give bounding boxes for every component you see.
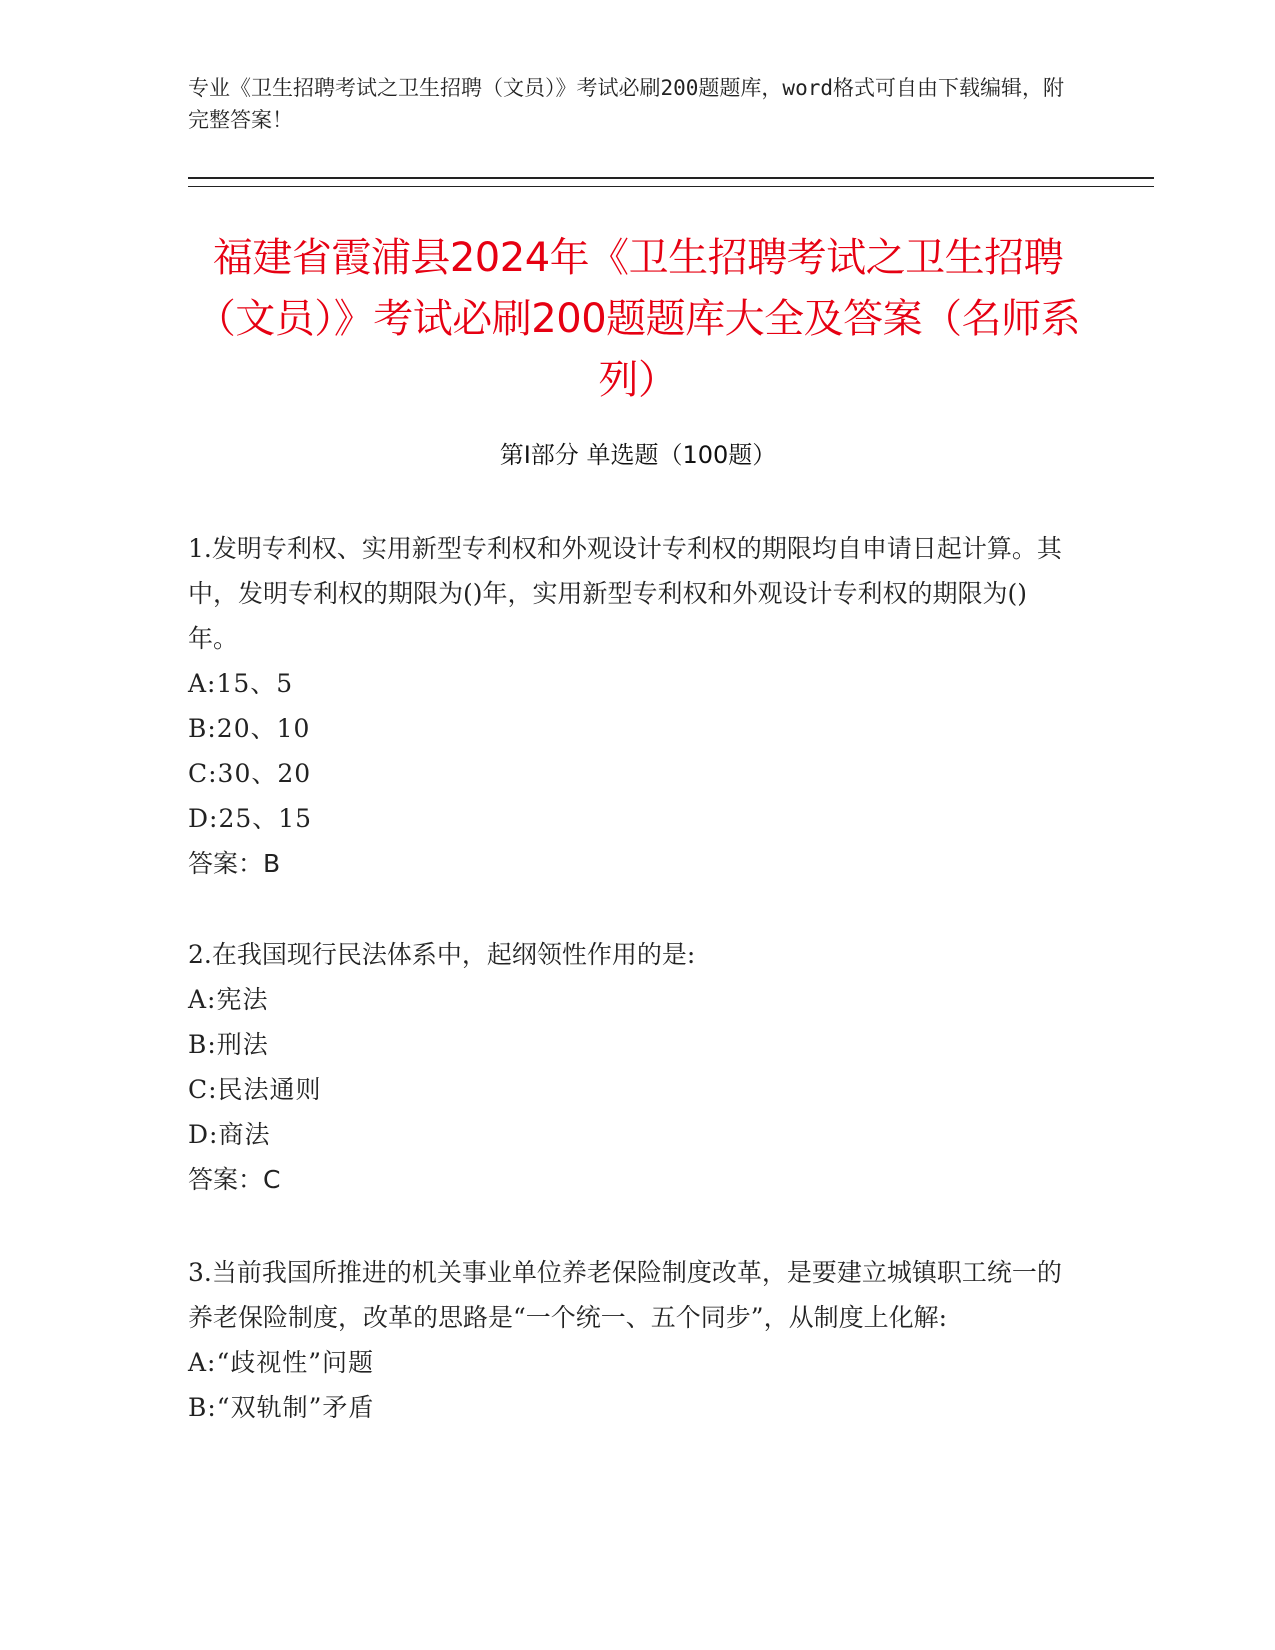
option-b: B:刑法 xyxy=(188,1030,269,1059)
option-d: D:商法 xyxy=(188,1120,271,1149)
question-2 xyxy=(188,932,1068,1202)
option-a: A:15、5 xyxy=(188,669,294,698)
option-b: B:20、10 xyxy=(188,714,311,743)
option-c: C:30、20 xyxy=(188,759,312,788)
section-heading: 第Ⅰ部分 单选题（100题） xyxy=(499,441,777,469)
question-1 xyxy=(188,526,1068,886)
question-stem: 2.在我国现行民法体系中，起纲领性作用的是: xyxy=(188,940,696,969)
option-a: A:“歧视性”问题 xyxy=(188,1348,375,1377)
question-3 xyxy=(188,1250,1068,1430)
question-stem: 1.发明专利权、实用新型专利权和外观设计专利权的期限均自申请日起计算。其中，发明专利权的期限为()年，实用新型专利权和外观设计专利权的期限为()年。 xyxy=(188,534,1062,653)
header-divider-thin xyxy=(188,186,1154,187)
question-stem: 3.当前我国所推进的机关事业单位养老保险制度改革，是要建立城镇职工统一的养老保险制度，改革的思路是“一个统一、五个同步”，从制度上化解: xyxy=(188,1258,1062,1332)
header-note: 专业《卫生招聘考试之卫生招聘（文员）》考试必刷200题题库，word格式可自由下载编辑，附完整答案！ xyxy=(188,76,1064,132)
option-c: C:民法通则 xyxy=(188,1075,322,1104)
answer-line: 答案：B xyxy=(188,849,281,878)
document-title: 福建省霞浦县2024年《卫生招聘考试之卫生招聘（文员）》考试必刷200题题库大全及答案（名师系列） xyxy=(195,235,1081,403)
option-b: B:“双轨制”矛盾 xyxy=(188,1393,375,1422)
answer-line: 答案：C xyxy=(188,1165,281,1194)
option-a: A:宪法 xyxy=(188,985,269,1014)
header-divider-thick xyxy=(188,177,1154,179)
option-d: D:25、15 xyxy=(188,804,313,833)
